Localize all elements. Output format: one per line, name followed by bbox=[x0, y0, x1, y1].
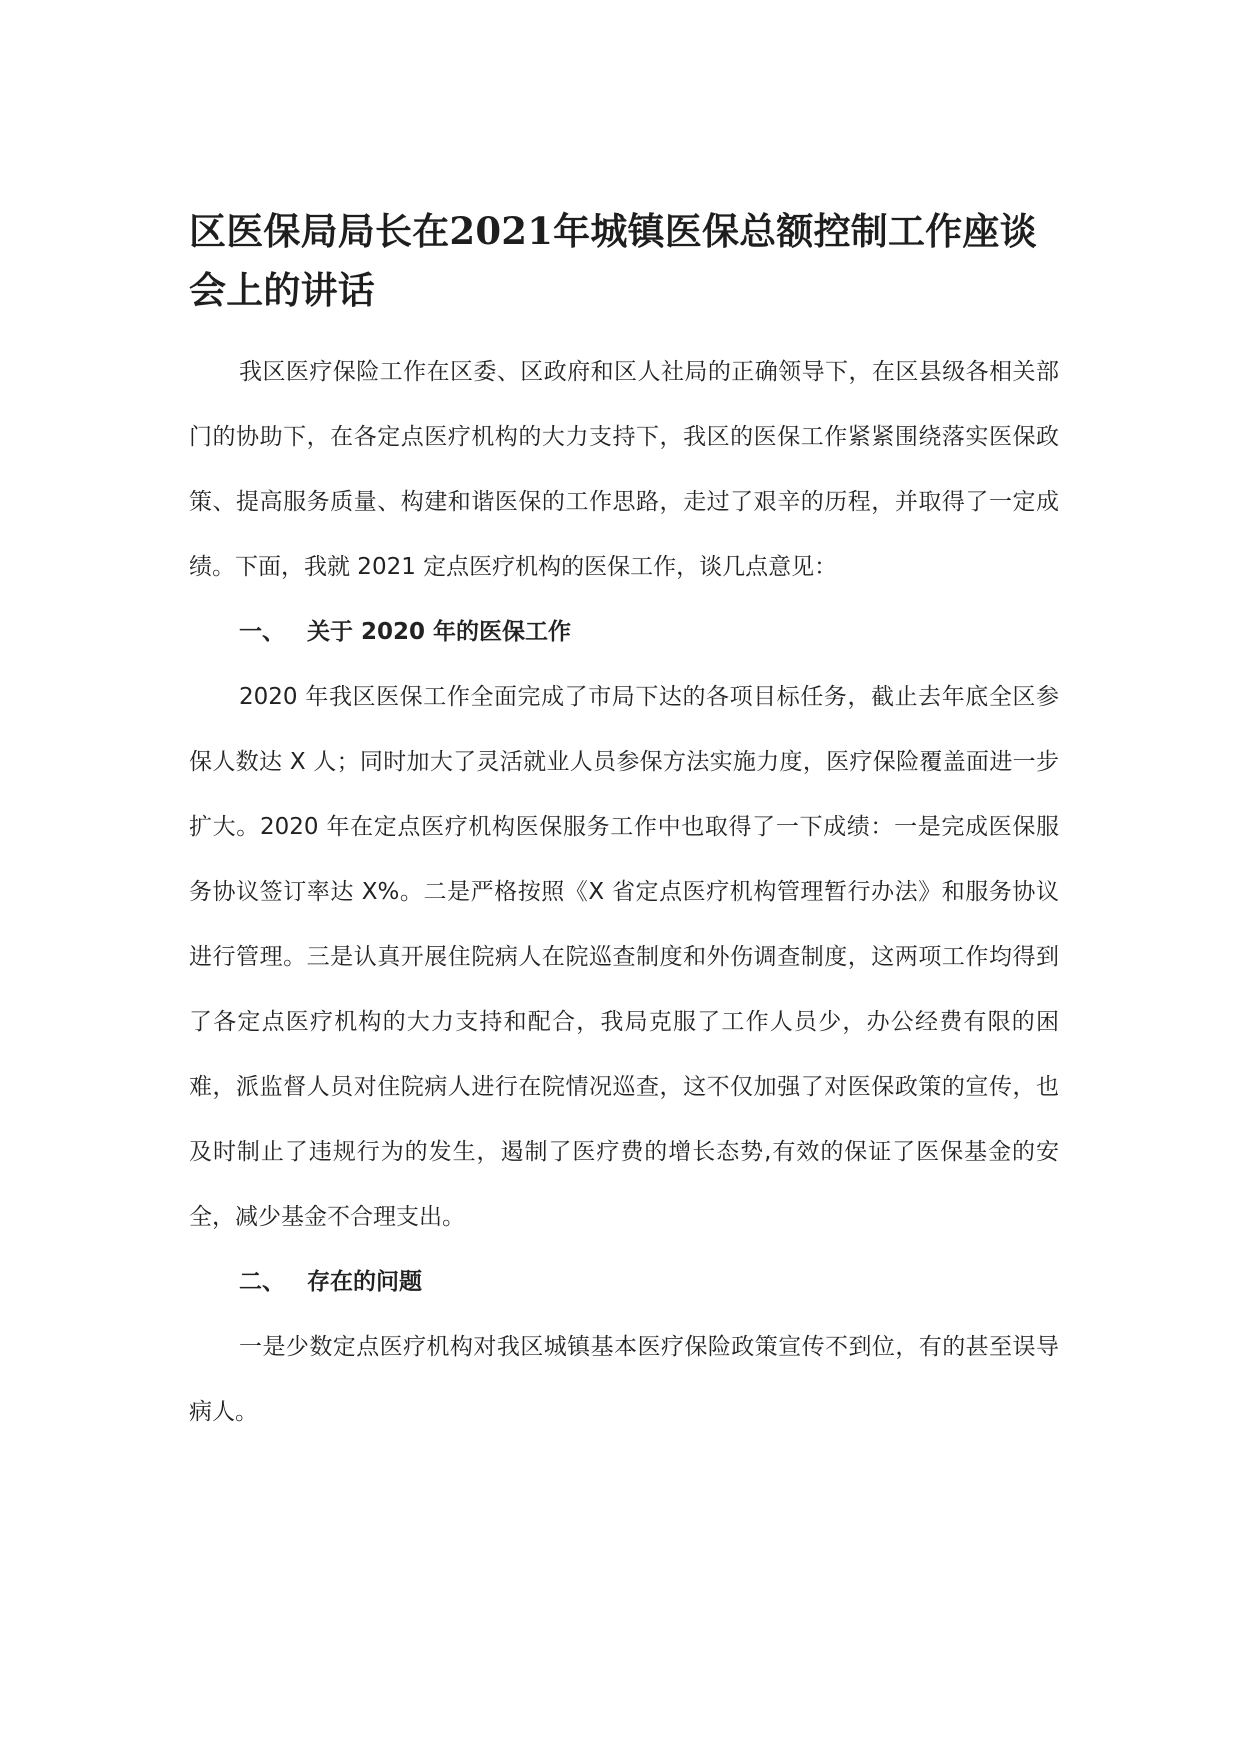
section-heading bbox=[189, 1250, 1059, 1315]
section-2 bbox=[189, 1250, 1059, 1445]
section-number: 一、 bbox=[239, 619, 285, 645]
section-number: 二、 bbox=[239, 1269, 285, 1295]
section-paragraph: 2020 年我区医保工作全面完成了市局下达的各项目标任务，截止去年底全区参保人数达 X 人；同时加大了灵活就业人员参保方法实施力度，医疗保险覆盖面进一步扩大。2020 年在定点医疗机构医保服务工作中也取得了一下成绩：一是完成医保服务协议签订率达 X%。二是严格按照《X 省定点医疗机构管理暂行办法》和服务协议进行管理。三是认真开展住院病人在院巡查制度和外伤调查制度，这两项工作均得到了各定点医疗机构的大力支持和配合，我局克服了工作人员少，办公经费有限的困难，派监督人员对住院病人进行在院情况巡查，这不仅加强了对医保政策的宣传，也及时制止了违规行为的发生，遏制了医疗费的增长态势,有效的保证了医保基金的安全，减少基金不合理支出。 bbox=[189, 684, 1059, 1230]
section-heading-text: 存在的问题 bbox=[307, 1269, 422, 1295]
intro-paragraph: 我区医疗保险工作在区委、区政府和区人社局的正确领导下，在区县级各相关部门的协助下，在各定点医疗机构的大力支持下，我区的医保工作紧紧围绕落实医保政策、提高服务质量、构建和谐医保的工作思路，走过了艰辛的历程，并取得了一定成绩。下面，我就 2021 定点医疗机构的医保工作，谈几点意见： bbox=[189, 359, 1059, 580]
section-heading bbox=[189, 600, 1059, 665]
document-body bbox=[189, 202, 1059, 1445]
section-1 bbox=[189, 600, 1059, 1250]
document-title: 区医保局局长在2021年城镇医保总额控制工作座谈会上的讲话 bbox=[189, 209, 1037, 312]
section-heading-text: 关于 2020 年的医保工作 bbox=[307, 619, 572, 645]
section-paragraph: 一是少数定点医疗机构对我区城镇基本医疗保险政策宣传不到位，有的甚至误导病人。 bbox=[189, 1334, 1059, 1425]
